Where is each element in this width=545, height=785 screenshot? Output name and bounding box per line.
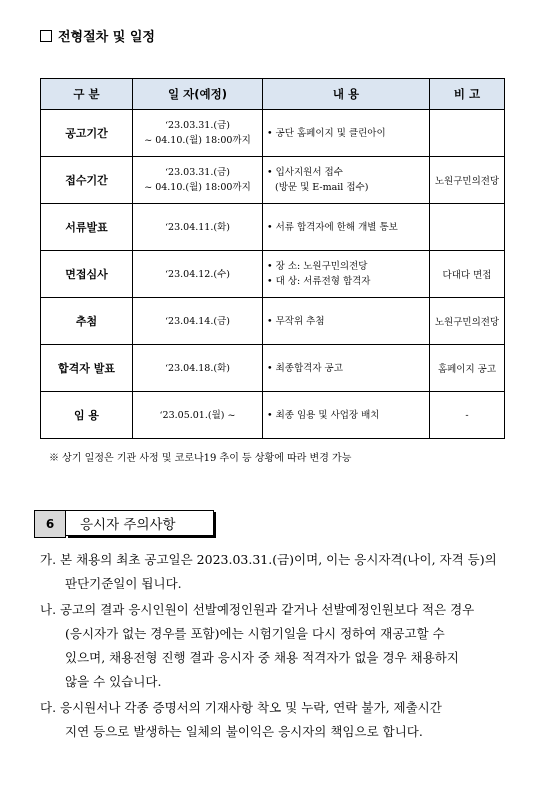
row-note: 홈페이지 공고	[430, 345, 505, 392]
paragraph-line: 가. 본 채용의 최초 공고일은 2023.03.31.(금)이며, 이는 응시자격(나이, 자격 등)의	[40, 552, 497, 567]
notice-paragraph-da	[40, 696, 515, 744]
table-row	[41, 345, 505, 392]
row-date	[133, 392, 263, 439]
table-row	[41, 298, 505, 345]
header-category: 구 분	[41, 79, 133, 110]
row-content-line: • 장 소: 노원구민의전당	[267, 261, 368, 272]
row-category: 서류발표	[41, 204, 133, 251]
row-date-line: ‘23.04.14.(금)	[165, 315, 230, 327]
row-date-line: ‘23.03.31.(금)	[165, 167, 230, 178]
row-date	[133, 298, 263, 345]
row-content-line: • 최종합격자 공고	[267, 362, 343, 374]
table-row	[41, 157, 505, 204]
table-row	[41, 251, 505, 298]
section6-number: 6	[34, 510, 66, 538]
paragraph-line: 판단기준일이 됩니다.	[65, 576, 182, 591]
checkbox-square-icon	[40, 30, 52, 42]
row-note: 다대다 면접	[430, 251, 505, 298]
row-date	[133, 157, 263, 204]
row-date-line: ‘23.05.01.(월) ~	[159, 409, 236, 421]
row-date-line: ~ 04.10.(월) 18:00까지	[144, 182, 251, 193]
row-note: -	[430, 392, 505, 439]
paragraph-line: 다. 응시원서나 각종 증명서의 기재사항 착오 및 누락, 연락 불가, 제출시간	[40, 700, 442, 715]
row-note	[430, 110, 505, 157]
row-note: 노원구민의전당	[430, 157, 505, 204]
schedule-footnote: ※ 상기 일정은 기관 사정 및 코로나19 추이 등 상황에 따라 변경 가능	[49, 453, 352, 464]
table-header-row	[41, 79, 505, 110]
row-category: 공고기간	[41, 110, 133, 157]
header-date: 일 자(예정)	[133, 79, 263, 110]
row-category: 면접심사	[41, 251, 133, 298]
row-date-line: ‘23.03.31.(금)	[165, 120, 230, 131]
table-row	[41, 204, 505, 251]
row-date	[133, 110, 263, 157]
table-row	[41, 392, 505, 439]
row-note	[430, 204, 505, 251]
row-category: 합격자 발표	[41, 345, 133, 392]
row-content-line: • 무작위 추첨	[267, 315, 325, 327]
row-content-line: (방문 및 E-mail 접수)	[275, 182, 369, 193]
header-note: 비 고	[430, 79, 505, 110]
row-content	[263, 157, 430, 204]
row-date	[133, 251, 263, 298]
row-date-line: ‘23.04.18.(화)	[165, 362, 230, 374]
row-date	[133, 204, 263, 251]
row-note: 노원구민의전당	[430, 298, 505, 345]
paragraph-line: (응시자가 없는 경우를 포함)에는 시험기일을 다시 정하여 재공고할 수	[65, 626, 445, 641]
row-date-line: ~ 04.10.(월) 18:00까지	[144, 135, 251, 146]
header-content: 내 용	[263, 79, 430, 110]
row-content-line: • 입사지원서 접수	[267, 167, 343, 178]
section6-header	[34, 510, 214, 538]
row-date	[133, 345, 263, 392]
row-content-line: • 서류 합격자에 한해 개별 통보	[267, 221, 398, 233]
notice-paragraph-ga	[40, 548, 515, 596]
row-content-line: • 대 상: 서류전형 합격자	[267, 276, 371, 287]
row-content	[263, 345, 430, 392]
row-content	[263, 392, 430, 439]
row-category: 접수기간	[41, 157, 133, 204]
row-content-line: • 최종 임용 및 사업장 배치	[267, 409, 380, 421]
paragraph-line: 있으며, 채용전형 진행 결과 응시자 중 채용 적격자가 없을 경우 채용하지	[65, 650, 459, 665]
section6-title: 응시자 주의사항	[66, 510, 214, 536]
row-content-line: • 공단 홈페이지 및 클린아이	[267, 127, 386, 139]
paragraph-line: 않을 수 있습니다.	[65, 674, 162, 689]
row-date-line: ‘23.04.12.(수)	[165, 268, 230, 280]
row-content	[263, 110, 430, 157]
schedule-section-title: 전형절차 및 일정	[58, 30, 155, 45]
row-content	[263, 251, 430, 298]
schedule-section-heading	[40, 26, 155, 45]
table-row	[41, 110, 505, 157]
row-category: 임 용	[41, 392, 133, 439]
row-content	[263, 298, 430, 345]
schedule-table	[40, 78, 505, 439]
row-category: 추첨	[41, 298, 133, 345]
notice-paragraph-na	[40, 598, 515, 694]
row-content	[263, 204, 430, 251]
row-date-line: ‘23.04.11.(화)	[165, 221, 230, 233]
paragraph-line: 지연 등으로 발생하는 일체의 불이익은 응시자의 책임으로 합니다.	[65, 724, 423, 739]
paragraph-line: 나. 공고의 결과 응시인원이 선발예정인원과 같거나 선발예정인원보다 적은 경우	[40, 602, 475, 617]
